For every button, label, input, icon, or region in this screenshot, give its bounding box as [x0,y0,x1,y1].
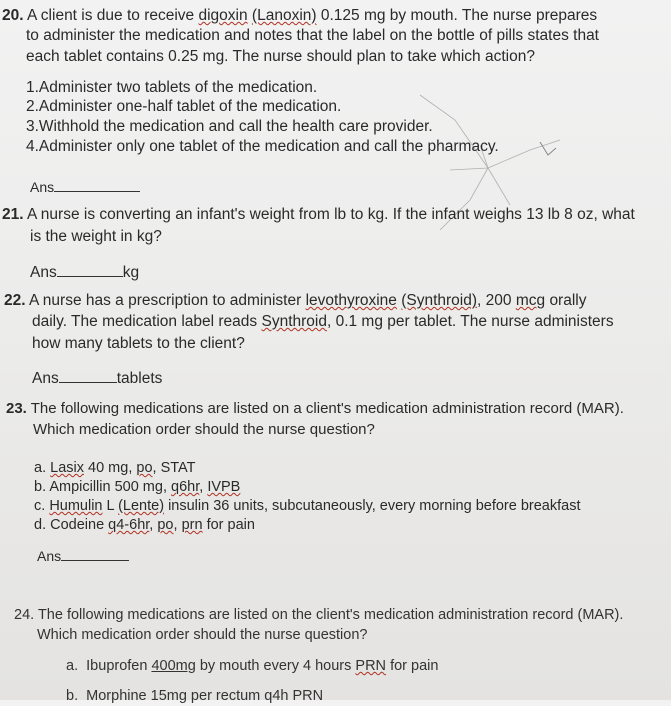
q23-answer [37,546,129,566]
q23-a-drug: Lasix [50,460,84,476]
q23-text: The following medications are listed on a client's medication administration record (MAR). [30,400,624,417]
q24-option-b[interactable] [66,686,323,706]
q20-text-b: 0.125 mg by mouth. The nurse prepares [320,7,598,24]
q22-brand: (Synthroid) [401,292,478,309]
q23-b-freq: q6hr [171,479,200,495]
q22-unit: mcg [515,292,546,309]
q24-line1 [14,605,623,625]
q22-ans-unit: tablets [116,370,163,387]
q20-line3: each tablet contains 0.25 mg. The nurse should plan to take which action? [26,48,535,65]
q22-text-e: , 0.1 mg per tablet. The nurse administers [326,313,614,330]
q23-b-route: IVPB [207,479,241,495]
q23-d-sep2: , [173,517,178,533]
q23-option-d[interactable] [34,515,255,535]
q23-d-route: po [157,517,174,533]
q23-d-prefix: d. Codeine [34,517,105,533]
q21-line1 [2,205,635,225]
q23-option-a[interactable] [34,458,196,478]
q21-ans-unit: kg [122,264,140,281]
q20-option-3[interactable]: 3.Withhold the medication and call the health care provider. [26,118,433,135]
q21-answer-blank[interactable] [57,262,123,277]
q20-text-a: A client is due to receive [27,7,195,24]
q20-ans-label: Ans [30,179,55,195]
q22-line1 [4,291,586,311]
q20-answer-blank[interactable] [54,177,140,192]
q24-a-prefix: a. [66,658,79,674]
q24-a-end: for pain [390,658,439,674]
q20-option-1[interactable]: 1.Administer two tablets of the medication. [26,79,318,96]
q23-a-prefix: a. [34,460,47,476]
q23-d-end: for pain [206,517,255,533]
q23-a-dose: 40 mg, [88,460,133,476]
q23-d-sep: , [149,517,154,533]
q23-answer-blank[interactable] [61,546,129,561]
q22-answer [32,368,162,389]
q23-c-mid: L [106,498,115,514]
q21-text: A nurse is converting an infant's weight from lb to kg. If the infant weighs 13 lb 8 oz, what [27,206,635,223]
q24-line2: Which medication order should the nurse question? [37,627,368,643]
q24-a-dose: 400mg [151,658,196,674]
q22-ans-label: Ans [32,370,59,387]
q23-option-c[interactable] [34,496,581,516]
q24-a-drug: Ibuprofen [86,658,148,674]
q20-option-2[interactable]: 2.Administer one-half tablet of the medication. [26,98,342,115]
q21-line2: is the weight in kg? [30,228,162,245]
q24-a-route: by mouth every 4 hours [199,658,352,674]
q21-number: 21. [2,206,24,223]
q23-b-sep: , [199,479,204,495]
q20-drug: digoxin [198,7,248,24]
q23-ans-label: Ans [37,548,62,564]
q21-ans-label: Ans [30,264,57,281]
q23-b-prefix: b. Ampicillin 500 mg, [34,479,167,495]
q22-line2 [32,312,614,332]
q24-option-a[interactable] [66,656,438,676]
q22-text-b: , 200 [477,292,512,309]
q23-c-drug: Humulin [49,498,103,514]
q23-line1 [6,399,624,419]
q24-b-text: Morphine 15mg per rectum q4h PRN [86,688,324,704]
q22-text-a: A nurse has a prescription to administer [29,292,302,309]
q23-c-brand: (Lente) [118,498,165,514]
q23-number: 23. [6,400,27,417]
q20-line1 [2,6,597,26]
q22-text-d: daily. The medication label reads [32,313,258,330]
q23-d-prn: prn [181,517,203,533]
q24-text: The following medications are listed on the client's medication administration record (MAR). [37,607,624,623]
q20-option-4[interactable]: 4.Administer only one tablet of the medication and call the pharmacy. [26,138,499,155]
q23-c-prefix: c. [34,498,46,514]
q23-c-end: insulin 36 units, subcutaneously, every morning before breakfast [168,498,581,514]
q22-brand2: Synthroid [261,313,327,330]
q20-line2: to administer the medication and notes that the label on the bottle of pills states that [26,27,599,44]
q20-brand: (Lanoxin) [251,7,317,24]
q23-d-freq: q4-6hr [108,517,150,533]
q24-a-prn: PRN [355,658,387,674]
q24-number: 24. [14,607,35,623]
q22-number: 22. [4,292,26,309]
q20-answer [30,177,140,197]
q23-option-b[interactable] [34,477,240,497]
q21-answer [30,262,139,283]
q20-number: 20. [2,7,24,24]
q23-a-route: po [136,460,153,476]
q22-line3: how many tablets to the client? [32,335,245,352]
q23-a-end: , STAT [152,460,196,476]
q22-drug: levothyroxine [305,292,397,309]
q24-b-prefix: b. [66,688,79,704]
q23-line2: Which medication order should the nurse question? [33,421,375,438]
q22-text-c: orally [549,292,587,309]
q22-answer-blank[interactable] [59,368,117,383]
